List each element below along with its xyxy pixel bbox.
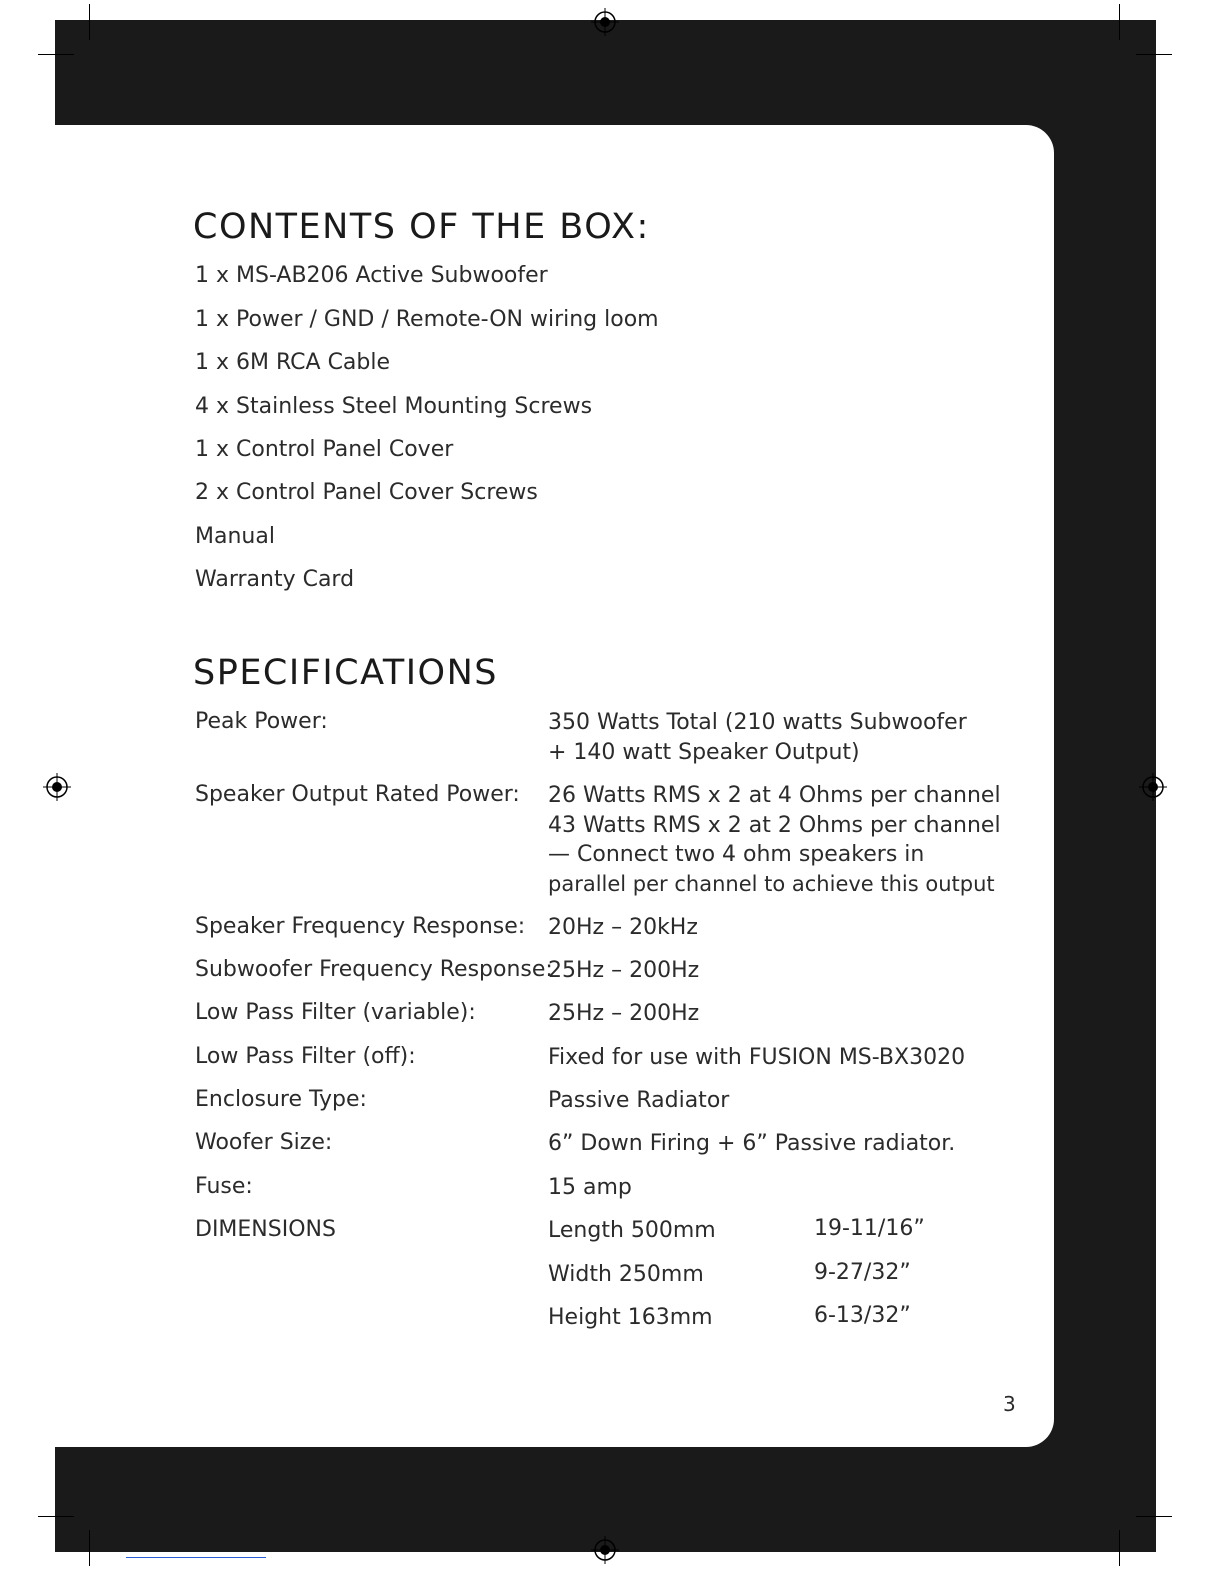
spec-label-lpf-off: Low Pass Filter (off):	[195, 1044, 416, 1069]
spec-value-speaker-output	[548, 781, 1001, 899]
registration-mark-icon	[591, 8, 619, 36]
crop-mark	[38, 1516, 74, 1517]
dimension-metric: Width 250mm	[548, 1262, 704, 1287]
spec-label-woofer-size: Woofer Size:	[195, 1130, 333, 1155]
list-item: 2 x Control Panel Cover Screws	[195, 480, 538, 505]
crop-mark	[89, 1530, 90, 1566]
spec-label-lpf-variable: Low Pass Filter (variable):	[195, 1000, 476, 1025]
crop-mark	[1119, 4, 1120, 40]
spec-label-peak-power: Peak Power:	[195, 709, 328, 734]
spec-value-subwoofer-frequency: 25Hz – 200Hz	[548, 958, 700, 983]
contents-heading: CONTENTS OF THE BOX:	[193, 207, 650, 247]
spec-value-lpf-variable: 25Hz – 200Hz	[548, 1001, 700, 1026]
dimension-imperial: 9-27/32”	[814, 1260, 911, 1285]
spec-label-dimensions: DIMENSIONS	[195, 1217, 336, 1242]
spec-label-subwoofer-frequency: Subwoofer Frequency Response:	[195, 957, 553, 982]
spec-label-fuse: Fuse:	[195, 1174, 253, 1199]
spec-value-line: 26 Watts RMS x 2 at 4 Ohms per channel	[548, 783, 1001, 808]
dimension-metric: Length 500mm	[548, 1218, 716, 1243]
list-item: Manual	[195, 524, 275, 549]
registration-mark-icon	[591, 1536, 619, 1564]
spec-label-speaker-frequency: Speaker Frequency Response:	[195, 914, 526, 939]
registration-mark-icon	[1139, 773, 1167, 801]
bottom-rule	[126, 1557, 266, 1558]
spec-label-speaker-output: Speaker Output Rated Power:	[195, 782, 520, 807]
registration-mark-icon	[43, 773, 71, 801]
specifications-heading: SPECIFICATIONS	[193, 653, 498, 693]
page-number: 3	[1003, 1392, 1016, 1416]
spec-value-line: — Connect two 4 ohm speakers in	[548, 842, 925, 867]
spec-value-woofer-size: 6” Down Firing + 6” Passive radiator.	[548, 1131, 956, 1156]
crop-mark	[38, 54, 74, 55]
crop-mark	[1119, 1530, 1120, 1566]
spec-value-enclosure: Passive Radiator	[548, 1088, 730, 1113]
spec-value-speaker-frequency: 20Hz – 20kHz	[548, 915, 698, 940]
crop-mark	[1136, 1516, 1172, 1517]
spec-label-enclosure: Enclosure Type:	[195, 1087, 367, 1112]
spec-value-line: 350 Watts Total (210 watts Subwoofer	[548, 710, 967, 735]
spec-value-fuse: 15 amp	[548, 1175, 632, 1200]
list-item: 4 x Stainless Steel Mounting Screws	[195, 394, 593, 419]
dimension-metric: Height 163mm	[548, 1305, 713, 1330]
spec-value-line: 43 Watts RMS x 2 at 2 Ohms per channel	[548, 812, 1001, 838]
spec-value-line: + 140 watt Speaker Output)	[548, 740, 860, 765]
spec-value-peak-power	[548, 708, 967, 768]
list-item: Warranty Card	[195, 567, 355, 592]
list-item: 1 x Control Panel Cover	[195, 437, 454, 462]
dimension-imperial: 19-11/16”	[814, 1216, 925, 1241]
crop-mark	[89, 4, 90, 40]
spec-value-lpf-off: Fixed for use with FUSION MS-BX3020	[548, 1045, 966, 1070]
list-item: 1 x Power / GND / Remote-ON wiring loom	[195, 307, 659, 332]
spec-value-line: parallel per channel to achieve this output	[548, 871, 995, 896]
list-item: 1 x MS-AB206 Active Subwoofer	[195, 263, 548, 288]
dimension-imperial: 6-13/32”	[814, 1303, 911, 1328]
crop-mark	[1136, 54, 1172, 55]
list-item: 1 x 6M RCA Cable	[195, 350, 391, 375]
